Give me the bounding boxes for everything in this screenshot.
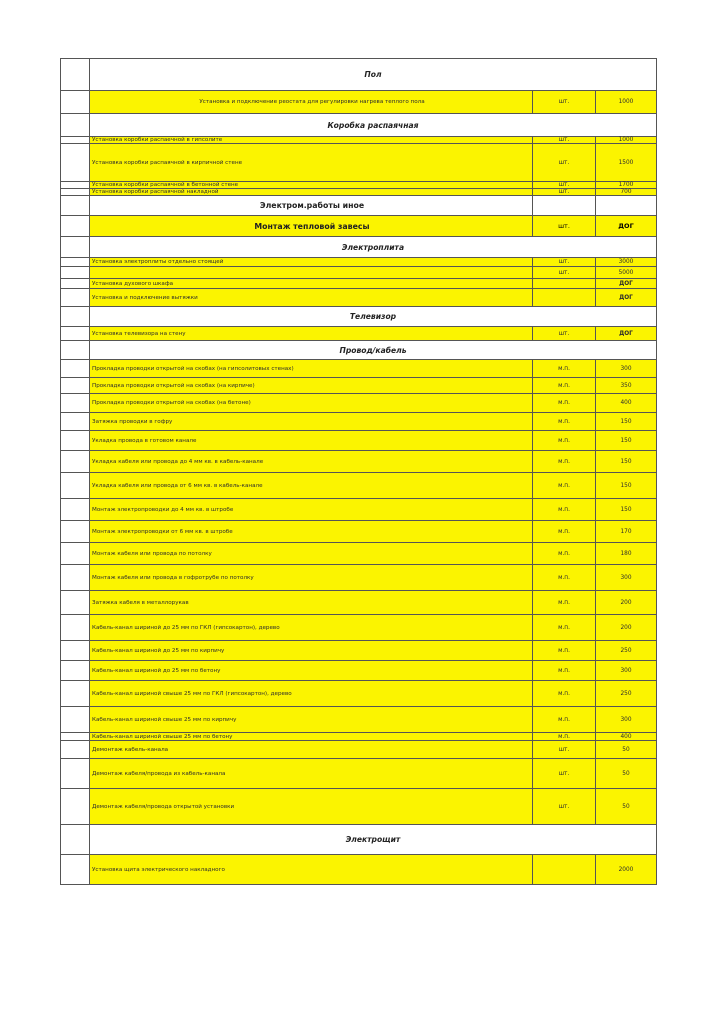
price-cell: 400 <box>596 733 657 740</box>
unit-cell: шт. <box>533 258 596 266</box>
price-cell: 350 <box>596 378 657 393</box>
price-cell: 2000 <box>596 855 657 884</box>
row-number-cell <box>60 855 90 884</box>
unit-cell: м.п. <box>533 499 596 520</box>
price-row <box>60 789 657 825</box>
service-name: Кабель-канал шириной свыше 25 мм по кирпичу <box>90 707 533 732</box>
price-cell: 50 <box>596 789 657 824</box>
unit-cell: шт. <box>533 137 596 143</box>
service-name: Монтаж кабеля или провода по потолку <box>90 543 533 564</box>
unit-cell: шт. <box>533 144 596 181</box>
price-cell: 150 <box>596 473 657 498</box>
unit-cell <box>533 279 596 288</box>
unit-cell: м.п. <box>533 661 596 680</box>
price-cell: 50 <box>596 741 657 758</box>
section-title: Электрощит <box>90 825 657 854</box>
row-number-cell <box>60 759 90 788</box>
row-number-cell <box>60 707 90 732</box>
price-row <box>60 258 657 267</box>
price-cell: 150 <box>596 413 657 430</box>
price-cell: 1700 <box>596 182 657 188</box>
row-number-cell <box>60 741 90 758</box>
row-number-cell <box>60 137 90 143</box>
price-row <box>60 707 657 733</box>
price-cell: 250 <box>596 641 657 660</box>
row-number-cell <box>60 196 90 215</box>
section-row <box>60 237 657 258</box>
price-row <box>60 615 657 641</box>
service-name: Демонтаж кабеля/провода открытой установки <box>90 789 533 824</box>
service-name: Кабель-канал шириной до 25 мм по бетону <box>90 661 533 680</box>
price-row <box>60 521 657 543</box>
price-cell: 300 <box>596 565 657 590</box>
unit-cell: м.п. <box>533 394 596 412</box>
unit-cell: шт. <box>533 789 596 824</box>
price-cell: 1500 <box>596 144 657 181</box>
service-name: Прокладка проводки открытой на скобах (на гипсолитовых стенах) <box>90 360 533 377</box>
unit-cell: шт. <box>533 759 596 788</box>
price-row <box>60 661 657 681</box>
section-title: Электроплита <box>90 237 657 257</box>
section-row <box>60 825 657 855</box>
price-row <box>60 733 657 741</box>
unit-cell: шт. <box>533 327 596 340</box>
service-name: Установка коробки распаячной в бетонной стене <box>90 182 533 188</box>
price-cell: 400 <box>596 394 657 412</box>
row-number-cell <box>60 189 90 195</box>
row-number-cell <box>60 431 90 450</box>
service-name: Установка коробки распаячной в кирпичной стене <box>90 144 533 181</box>
price-cell: 200 <box>596 591 657 614</box>
service-name: Установка коробки распаячной накладной <box>90 189 533 195</box>
price-row <box>60 360 657 378</box>
row-number-cell <box>60 394 90 412</box>
unit-cell: м.п. <box>533 733 596 740</box>
unit-cell: м.п. <box>533 615 596 640</box>
price-row <box>60 267 657 279</box>
section-row <box>60 307 657 327</box>
row-number-cell <box>60 182 90 188</box>
row-number-cell <box>60 825 90 854</box>
price-row <box>60 137 657 144</box>
price-row <box>60 641 657 661</box>
section-title: Пол <box>90 59 657 90</box>
section-row <box>60 114 657 137</box>
price-row <box>60 144 657 182</box>
price-cell: 150 <box>596 431 657 450</box>
unit-cell: м.п. <box>533 378 596 393</box>
service-name: Установка щита электрического накладного <box>90 855 533 884</box>
service-name: Монтаж кабеля или провода в гофротрубе по потолку <box>90 565 533 590</box>
price-row <box>60 279 657 289</box>
price-cell: 250 <box>596 681 657 706</box>
section-row <box>60 58 657 91</box>
unit-cell: м.п. <box>533 565 596 590</box>
row-number-cell <box>60 789 90 824</box>
service-name: Кабель-канал шириной свыше 25 мм по ГКЛ (гипсокартон), дерево <box>90 681 533 706</box>
unit-cell: м.п. <box>533 431 596 450</box>
row-number-cell <box>60 413 90 430</box>
price-cell: 300 <box>596 360 657 377</box>
service-name: Укладка кабеля или провода до 4 мм кв. в кабель-канале <box>90 451 533 472</box>
section-title: Провод/кабель <box>90 341 657 359</box>
price-row <box>60 327 657 341</box>
unit-cell: шт. <box>533 741 596 758</box>
unit-cell: шт. <box>533 267 596 278</box>
unit-cell: шт. <box>533 182 596 188</box>
service-name: Прокладка проводки открытой на скобах (на бетоне) <box>90 394 533 412</box>
price-row <box>60 543 657 565</box>
price-cell: 50 <box>596 759 657 788</box>
row-number-cell <box>60 591 90 614</box>
service-name: Прокладка проводки открытой на скобах (на кирпиче) <box>90 378 533 393</box>
price-row <box>60 565 657 591</box>
unit-cell: шт. <box>533 91 596 113</box>
price-row <box>60 451 657 473</box>
price-cell: 1000 <box>596 91 657 113</box>
unit-cell <box>533 855 596 884</box>
unit-cell: м.п. <box>533 543 596 564</box>
unit-cell: м.п. <box>533 591 596 614</box>
category-heading: Электром.работы иное <box>90 196 533 215</box>
price-cell: ДОГ <box>596 216 657 236</box>
service-name: Установка коробки распаечной в гипсолите <box>90 137 533 143</box>
row-number-cell <box>60 681 90 706</box>
service-name: Монтаж электропроводки от 6 мм кв. в штробе <box>90 521 533 542</box>
row-number-cell <box>60 289 90 306</box>
unit-cell: м.п. <box>533 360 596 377</box>
service-name: Затяжка проводки в гофру <box>90 413 533 430</box>
unit-cell: м.п. <box>533 681 596 706</box>
service-name: Укладка кабеля или провода от 6 мм кв. в кабель-канале <box>90 473 533 498</box>
row-number-cell <box>60 543 90 564</box>
price-cell: 170 <box>596 521 657 542</box>
price-cell: ДОГ <box>596 327 657 340</box>
service-name: Затяжка кабеля в металлорукав <box>90 591 533 614</box>
service-name: Установка телевизора на стену <box>90 327 533 340</box>
row-number-cell <box>60 615 90 640</box>
price-row <box>60 741 657 759</box>
row-number-cell <box>60 59 90 90</box>
unit-cell <box>533 196 596 215</box>
unit-cell: м.п. <box>533 413 596 430</box>
row-number-cell <box>60 327 90 340</box>
price-row <box>60 855 657 885</box>
row-number-cell <box>60 521 90 542</box>
unit-cell: м.п. <box>533 641 596 660</box>
price-cell: 700 <box>596 189 657 195</box>
price-row <box>60 499 657 521</box>
price-row <box>60 431 657 451</box>
price-cell: ДОГ <box>596 279 657 288</box>
price-row <box>60 182 657 189</box>
section-row <box>60 341 657 360</box>
service-name: Демонтаж кабель-канала <box>90 741 533 758</box>
price-cell: 1000 <box>596 137 657 143</box>
service-name: Кабель-канал шириной до 25 мм по ГКЛ (гипсокартон), дерево <box>90 615 533 640</box>
row-number-cell <box>60 360 90 377</box>
row-number-cell <box>60 237 90 257</box>
unit-cell: шт. <box>533 216 596 236</box>
row-number-cell <box>60 144 90 181</box>
row-number-cell <box>60 267 90 278</box>
price-row <box>60 681 657 707</box>
price-row <box>60 591 657 615</box>
unit-cell: м.п. <box>533 451 596 472</box>
row-number-cell <box>60 378 90 393</box>
unit-cell: м.п. <box>533 521 596 542</box>
service-name: Демонтаж кабеля/провода из кабель-канала <box>90 759 533 788</box>
row-number-cell <box>60 341 90 359</box>
price-row <box>60 394 657 413</box>
service-name <box>90 267 533 278</box>
price-row <box>60 473 657 499</box>
price-cell: 300 <box>596 707 657 732</box>
price-cell: 150 <box>596 451 657 472</box>
service-name: Монтаж тепловой завесы <box>90 216 533 236</box>
price-row <box>60 91 657 114</box>
row-number-cell <box>60 499 90 520</box>
service-name: Установка электроплиты отдельно стоящей <box>90 258 533 266</box>
category-heading-row <box>60 196 657 216</box>
price-row <box>60 189 657 196</box>
price-row <box>60 289 657 307</box>
price-row <box>60 216 657 237</box>
section-title: Коробка распаячная <box>90 114 657 136</box>
service-name: Укладка провода в готовом канале <box>90 431 533 450</box>
price-cell: 180 <box>596 543 657 564</box>
price-cell: 300 <box>596 661 657 680</box>
price-cell: ДОГ <box>596 289 657 306</box>
service-name: Установка и подключение вытяжки <box>90 289 533 306</box>
row-number-cell <box>60 661 90 680</box>
unit-cell <box>533 289 596 306</box>
unit-cell: шт. <box>533 189 596 195</box>
row-number-cell <box>60 279 90 288</box>
price-row <box>60 413 657 431</box>
price-cell: 150 <box>596 499 657 520</box>
row-number-cell <box>60 451 90 472</box>
price-cell: 200 <box>596 615 657 640</box>
service-name: Монтаж электропроводки до 4 мм кв. в штробе <box>90 499 533 520</box>
row-number-cell <box>60 733 90 740</box>
row-number-cell <box>60 565 90 590</box>
row-number-cell <box>60 91 90 113</box>
unit-cell: м.п. <box>533 473 596 498</box>
row-number-cell <box>60 641 90 660</box>
service-name: Установка духового шкафа <box>90 279 533 288</box>
row-number-cell <box>60 473 90 498</box>
price-row <box>60 759 657 789</box>
row-number-cell <box>60 216 90 236</box>
service-name: Кабель-канал шириной свыше 25 мм по бетону <box>90 733 533 740</box>
row-number-cell <box>60 307 90 326</box>
row-number-cell <box>60 258 90 266</box>
price-row <box>60 378 657 394</box>
price-cell: 5000 <box>596 267 657 278</box>
service-name: Установка и подключение реостата для регулировки нагрева теплого пола <box>90 91 533 113</box>
price-cell: 3000 <box>596 258 657 266</box>
price-cell <box>596 196 657 215</box>
section-title: Телевизор <box>90 307 657 326</box>
service-name: Кабель-канал шириной до 25 мм по кирпичу <box>90 641 533 660</box>
price-table <box>60 58 657 885</box>
unit-cell: м.п. <box>533 707 596 732</box>
row-number-cell <box>60 114 90 136</box>
